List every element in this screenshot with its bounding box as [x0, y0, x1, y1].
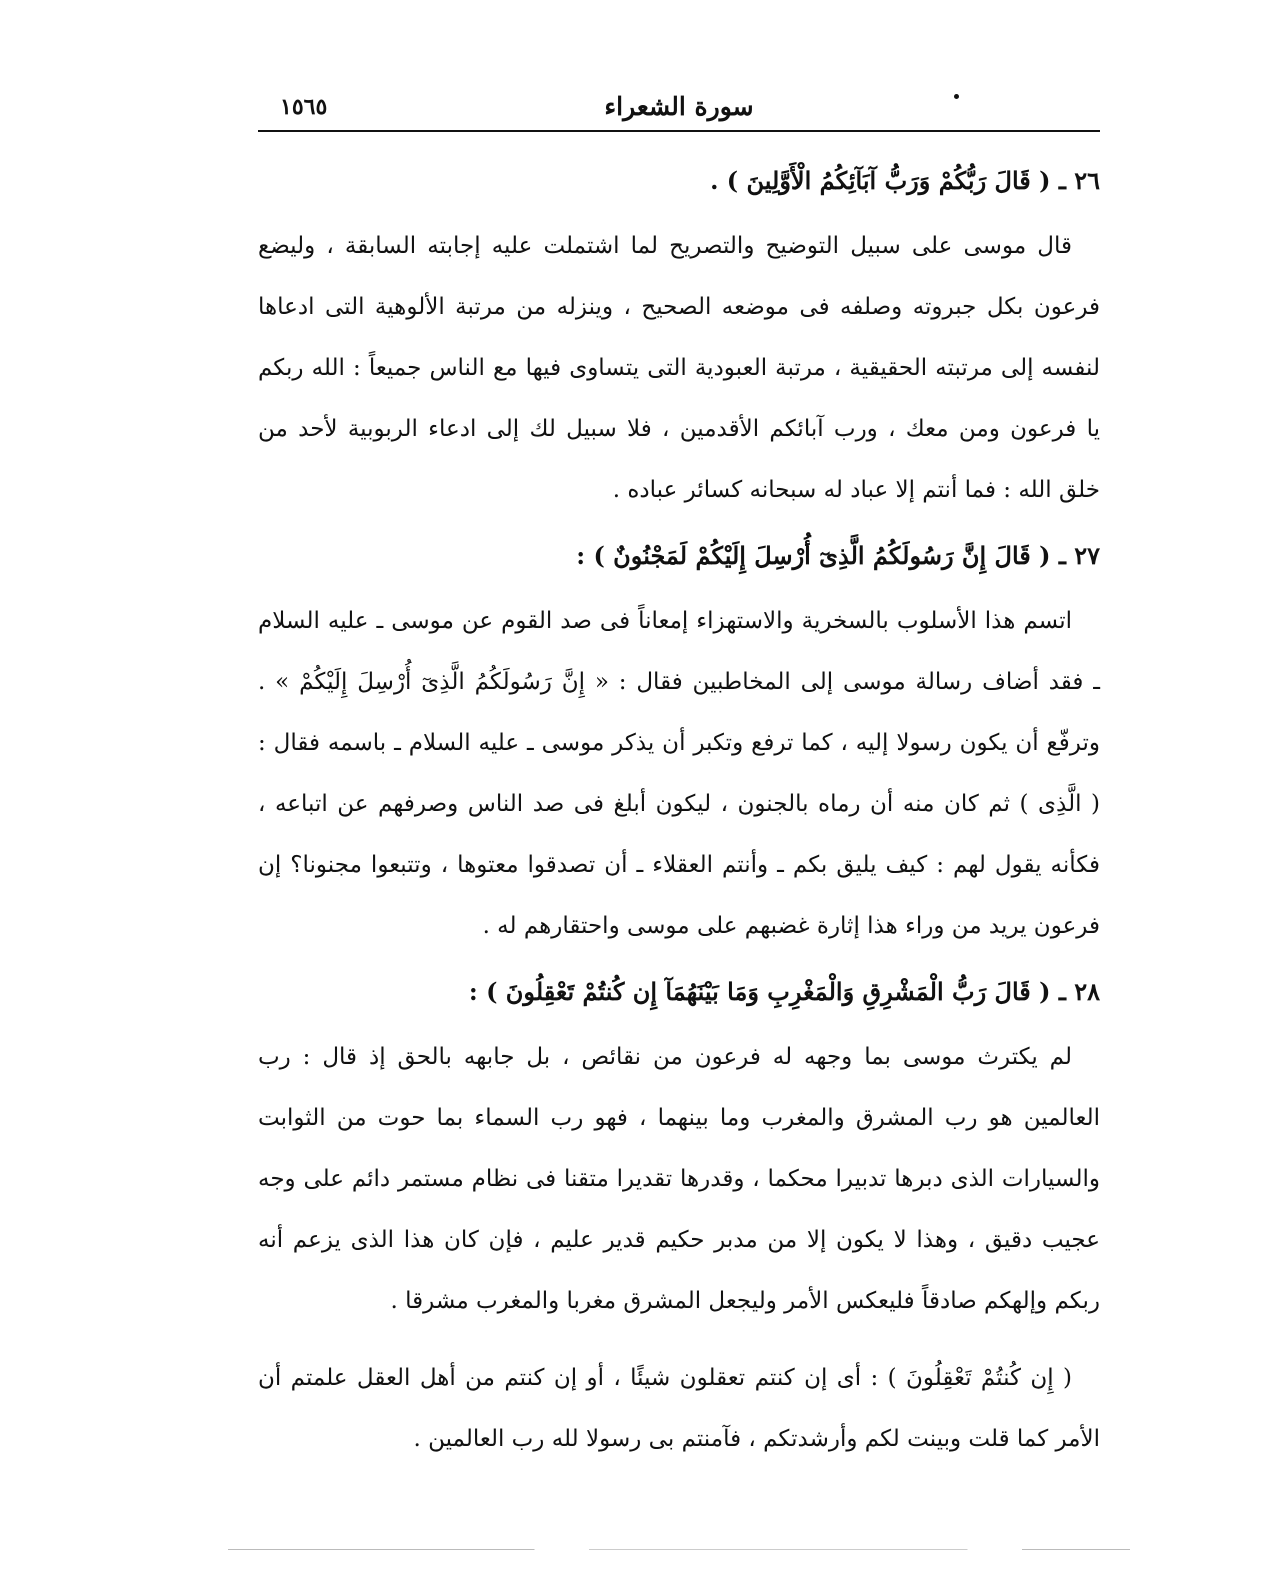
- commentary-26: قال موسى على سبيل التوضيح والتصريح لما اشتملت عليه إجابته السابقة ، وليضع فرعون بكل جبروته وصلفه فى موضعه الصحيح ، وينزله من مرتبة الألوهية التى ادعاها لنفسه إلى مرتبته الحقيقية ، مرتبة العبودية التى يتساوى فيها مع الناس جميعاً : الله ربكم يا فرعون ومن معك ، ورب آبائكم الأقدمين ، فلا سبيل لك إلى ادعاء الربوبية لأحد من خلق الله : فما أنتم إلا عباد له سبحانه كسائر عباده .: [258, 233, 1100, 503]
- surah-title: سورة الشعراء: [604, 92, 754, 121]
- commentary-27: اتسم هذا الأسلوب بالسخرية والاستهزاء إمعاناً فى صد القوم عن موسى ـ عليه السلام ـ فقد أضاف رسالة موسى إلى المخاطبين فقال : « إِنَّ رَسُولَكُمُ الَّذِىٓ أُرْسِلَ إِلَيْكُمْ » . وترفّع أن يكون رسولا إليه ، كما ترفع وتكبر أن يذكر موسى ـ عليه السلام ـ باسمه فقال : ( الَّذِى ) ثم كان منه أن رماه بالجنون ، ليكون أبلغ فى صد الناس وصرفهم عن اتباعه ، فكأنه يقول لهم : كيف يليق بكم ـ وأنتم العقلاء ـ أن تصدقوا معتوها ، وتتبعوا مجنونا؟ إن فرعون يريد من وراء هذا إثارة غضبهم على موسى واحتقارهم له .: [258, 608, 1100, 939]
- spacer: [258, 1332, 1100, 1348]
- page-header: [258, 86, 1100, 132]
- book-page: [258, 86, 1100, 1506]
- verse-26: ٢٦ ـ ( قَالَ رَبُّكُمْ وَرَبُّ آبَآئِكُمُ الْأَوَّلِينَ ) .: [710, 166, 1100, 195]
- commentary-28-note: ( إِن كُنتُمْ تَعْقِلُونَ ) : أى إن كنتم تعقلون شيئًا ، أو إن كنتم من أهل العقل علمتم أن الأمر كما قلت وبينت لكم وأرشدتكم ، فآمنتم بى رسولا لله رب العالمين .: [258, 1365, 1100, 1452]
- verse-27: ٢٧ ـ ( قَالَ إِنَّ رَسُولَكُمُ الَّذِىٓ أُرْسِلَ إِلَيْكُمْ لَمَجْنُونٌ ) :: [576, 541, 1100, 570]
- scan-bottom-edge: [228, 1549, 1130, 1550]
- page-content: [258, 150, 1100, 1470]
- header-dot-mark: [954, 94, 959, 99]
- verse-28: ٢٨ ـ ( قَالَ رَبُّ الْمَشْرِقِ وَالْمَغْرِبِ وَمَا بَيْنَهُمَآ إِن كُنتُمْ تَعْقِلُونَ ) :: [468, 977, 1100, 1006]
- page-number: ١٥٦٥: [280, 94, 328, 120]
- commentary-28: لم يكترث موسى بما وجهه له فرعون من نقائص ، بل جابهه بالحق إذ قال : رب العالمين هو رب المشرق والمغرب وما بينهما ، فهو رب السماء بما حوت من الثوابت والسيارات الذى دبرها تدبيرا محكما ، وقدرها تقديرا متقنا فى نظام مستمر دائم على وجه عجيب دقيق ، وهذا لا يكون إلا من مدبر حكيم قدير عليم ، فإن كان هذا الذى يزعم أنه ربكم وإلهكم صادقاً فليعكس الأمر وليجعل المشرق مغربا والمغرب مشرقا .: [258, 1044, 1100, 1314]
